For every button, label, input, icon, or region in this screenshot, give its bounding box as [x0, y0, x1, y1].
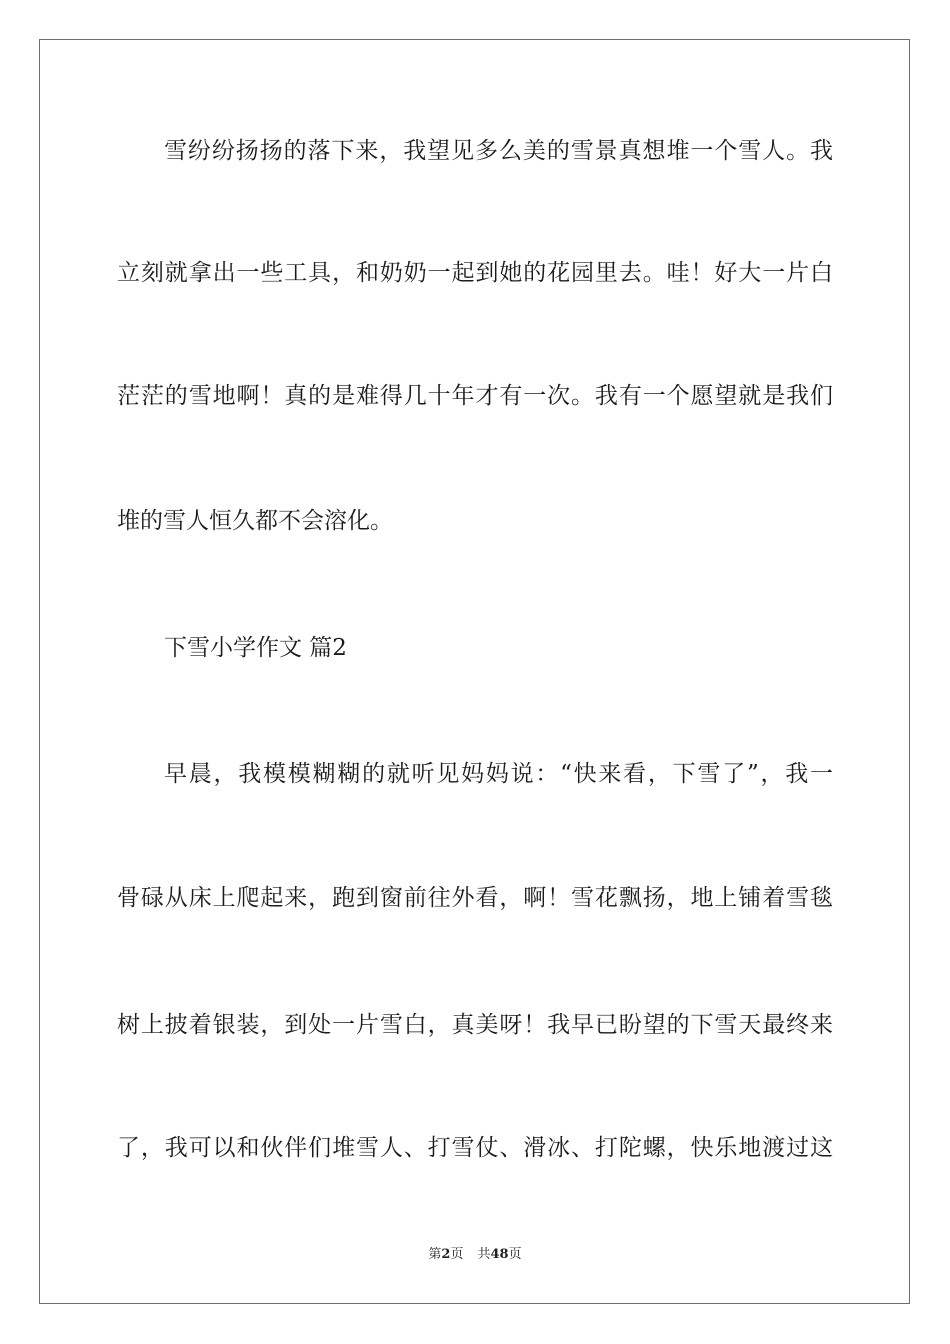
paragraph-1-line-2: 立刻就拿出一些工具，和奶奶一起到她的花园里去。哇！好大一片白: [117, 260, 833, 286]
paragraph-1-line-4: 堆的雪人恒久都不会溶化。: [117, 508, 393, 534]
footer-current-page: 2: [441, 1247, 451, 1262]
footer-page-suffix: 页: [450, 1247, 464, 1262]
footer-total-prefix: 共: [477, 1247, 491, 1262]
page-footer: [0, 1246, 950, 1264]
section-heading: 下雪小学作文 篇2: [164, 635, 347, 661]
page-border: [39, 39, 910, 1304]
paragraph-2-line-4: 了，我可以和伙伴们堆雪人、打雪仗、滑冰、打陀螺，快乐地渡过这: [117, 1135, 833, 1161]
footer-page-prefix: 第: [428, 1247, 442, 1262]
paragraph-1-line-1: 雪纷纷扬扬的落下来，我望见多么美的雪景真想堆一个雪人。我: [164, 138, 833, 164]
paragraph-2-line-3: 树上披着银装，到处一片雪白，真美呀！我早已盼望的下雪天最终来: [117, 1012, 833, 1038]
paragraph-2-line-1: 早晨，我模模糊糊的就听见妈妈说：“快来看，下雪了”，我一: [164, 761, 833, 787]
footer-total-pages: 48: [490, 1247, 509, 1262]
paragraph-2-line-2: 骨碌从床上爬起来，跑到窗前往外看，啊！雪花飘扬，地上铺着雪毯: [117, 885, 833, 911]
footer-total-suffix: 页: [508, 1247, 522, 1262]
paragraph-1-line-3: 茫茫的雪地啊！真的是难得几十年才有一次。我有一个愿望就是我们: [117, 383, 833, 409]
